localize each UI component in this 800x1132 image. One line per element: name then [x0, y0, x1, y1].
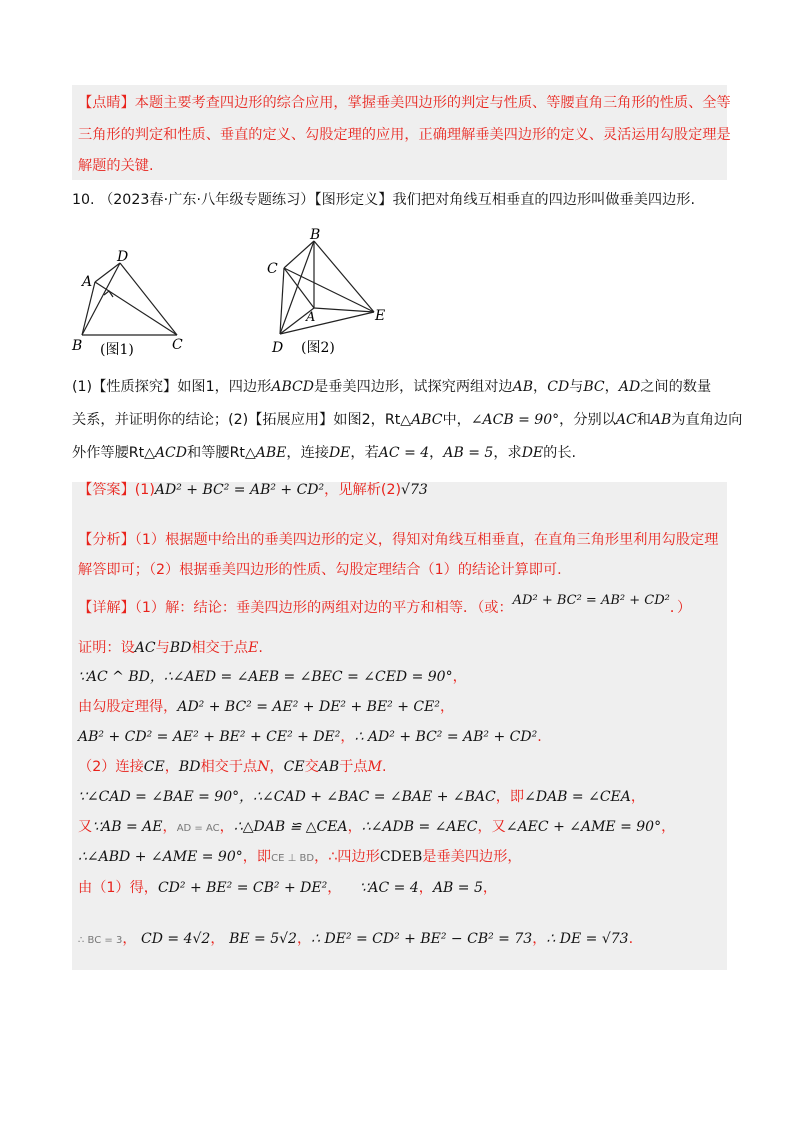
- question-definition: 【图形定义】我们把对角线互相垂直的四边形叫做垂美四边形.: [314, 192, 695, 208]
- detail-label: 【详解】: [78, 600, 135, 616]
- detail-line-1: 【详解】（1）解：结论：垂美四边形的两组对边的平方和相等．（或：AD² + BC² = AB² + CD²．）: [78, 593, 692, 616]
- detail-line-5: AB² + CD² = AE² + BE² + CE² + DE²，∴ AD² + BC² = AB² + CD².: [78, 729, 542, 745]
- question-header: [72, 190, 695, 210]
- dianjing-line-3: 解题的关键.: [78, 158, 154, 174]
- analysis-label: 【分析】: [78, 532, 135, 548]
- fig1-caption: (图1): [100, 342, 134, 358]
- figure-1: [70, 250, 195, 360]
- detail-line-8: 又∵AB = AE，AD = AC，∴△DAB ≌ △CEA，∴∠ADB = ∠AEC，又∠AEC + ∠AME = 90°，: [78, 819, 676, 835]
- detail-line-11: ∴ BC = 3， CD = 4√2， BE = 5√2，∴ DE² = CD² + BE² − CB² = 73，∴ DE = √73.: [78, 931, 634, 947]
- question-source: （2023春·广东·八年级专题练习）: [99, 192, 315, 208]
- answer-line: 【答案】(1)AD² + BC² = AB² + CD²，见解析(2)√73: [78, 482, 428, 498]
- fig1-label-d: D: [117, 250, 129, 265]
- detail-line-6: （2）连接CE，BD相交于点N，CE交AB于点M.: [78, 759, 387, 775]
- figure-2: [262, 226, 402, 361]
- detail-line-3: ∵AC ^ BD，∴∠AED = ∠AEB = ∠BEC = ∠CED = 90°，: [78, 669, 467, 685]
- dianjing-line-2: 三角形的判定和性质、垂直的定义、勾股定理的应用，正确理解垂美四边形的定义、灵活运用勾股定理是: [78, 127, 731, 143]
- detail-line-10: 由（1）得，CD² + BE² = CB² + DE²， ∵AC = 4，AB = 5，: [78, 880, 498, 896]
- dianjing-label: 【点睛】: [78, 95, 135, 111]
- detail-line-9: ∴∠ABD + ∠AME = 90°，即CE ⊥ BD，∴四边形CDEB是垂美四边形，: [78, 849, 522, 865]
- fig2-caption: (图2): [301, 340, 335, 356]
- question-part2: 关系，并证明你的结论；(2)【拓展应用】如图2，Rt△ABC中，∠ACB = 90°，分别以AC和AB为直角边向: [72, 412, 743, 428]
- answer-label: 【答案】: [78, 482, 135, 498]
- fig1-label-a: A: [82, 274, 93, 290]
- dianjing-line-1: 【点睛】本题主要考查四边形的综合应用，掌握垂美四边形的判定与性质、等腰直角三角形的性质、全等: [78, 95, 731, 111]
- fig2-label-e: E: [375, 308, 386, 324]
- question-part1: (1)【性质探究】如图1，四边形ABCD是垂美四边形，试探究两组对边AB，CD与BC，AD之间的数量: [72, 379, 712, 395]
- question-number: 10.: [72, 192, 95, 208]
- detail-proof-line: 证明：设AC与BD相交于点E.: [78, 640, 263, 656]
- fig2-label-c: C: [267, 261, 278, 277]
- fig2-label-b: B: [310, 227, 321, 243]
- fig2-label-a: A: [306, 310, 316, 325]
- detail-line-7: ∵∠CAD = ∠BAE = 90°，∴∠CAD + ∠BAC = ∠BAE + ∠BAC，即∠DAB = ∠CEA，: [78, 789, 646, 805]
- fig2-label-d: D: [272, 340, 284, 356]
- analysis-line-1: 【分析】（1）根据题中给出的垂美四边形的定义，得知对角线互相垂直，在直角三角形里利用勾股定理: [78, 532, 719, 548]
- analysis-line-2: 解答即可；（2）根据垂美四边形的性质、勾股定理结合（1）的结论计算即可.: [78, 562, 562, 578]
- fig1-label-b: B: [72, 338, 83, 354]
- question-part3: 外作等腰Rt△ACD和等腰Rt△ABE，连接DE，若AC = 4，AB = 5，求DE的长.: [72, 445, 577, 461]
- fig1-label-c: C: [172, 337, 183, 353]
- detail-line-4: 由勾股定理得，AD² + BC² = AE² + DE² + BE² + CE²，: [78, 699, 455, 715]
